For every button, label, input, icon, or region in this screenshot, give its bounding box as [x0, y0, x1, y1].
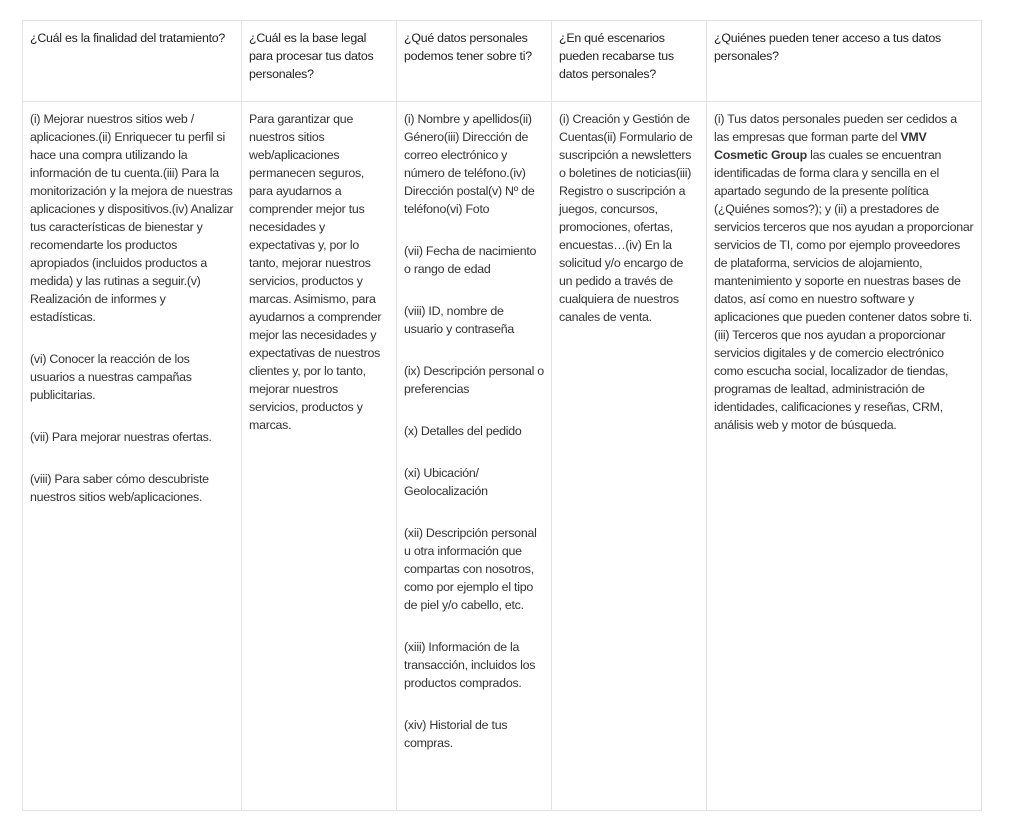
- finalidad-paragraph: (viii) Para saber cómo descubriste nuestros sitios web/aplicaciones.: [30, 472, 209, 504]
- table-row: [23, 102, 982, 811]
- header-base-legal: ¿Cuál es la base legal para procesar tus datos personales?: [242, 21, 397, 102]
- datos-paragraph: (xiii) Información de la transacción, incluidos los productos comprados.: [404, 640, 536, 690]
- acceso-paragraph: [714, 110, 974, 434]
- header-escenarios: ¿En qué escenarios pueden recabarse tus datos personales?: [552, 21, 707, 102]
- datos-paragraph: (vii) Fecha de nacimiento o rango de edad: [404, 244, 537, 276]
- datos-paragraph: (viii) ID, nombre de usuario y contraseña: [404, 304, 515, 336]
- datos-paragraph: (i) Nombre y apellidos(ii) Género(iii) Dirección de correo electrónico y número de teléfono.(iv) Dirección postal(v) Nº de teléfono(vi) Foto: [404, 112, 535, 216]
- cell-base-legal: [242, 102, 397, 811]
- acceso-text-after: las cuales se encuentran identificadas de forma clara y sencilla en el apartado segundo de la presente política (¿Quiénes somos?); y (ii) a prestadores de servicios terceros que nos ayudan a proporcionar servicios de TI, como por ejemplo proveedores de plataforma, servicios de alojamiento, mantenimiento y soporte en nuestras bases de datos, así como en nuestro software y aplicaciones que pueden contener datos sobre ti.(iii) Terceros que nos ayudan a proporcionar servicios digitales y de comercio electrónico como escucha social, localizador de tiendas, programas de lealtad, administración de identidades, calificaciones y reseñas, CRM, análisis web y motor de búsqueda.: [714, 148, 974, 432]
- header-acceso: ¿Quiénes pueden tener acceso a tus datos personales?: [707, 21, 982, 102]
- cell-acceso: [707, 102, 982, 811]
- datos-paragraph: (xii) Descripción personal u otra información que compartas con nosotros, como por ejemplo el tipo de piel y/o cabello, etc.: [404, 526, 537, 612]
- datos-paragraph: (xiv) Historial de tus compras.: [404, 718, 508, 750]
- privacy-table: [22, 20, 982, 811]
- finalidad-paragraph: (vi) Conocer la reacción de los usuarios a nuestras campañas publicitarias.: [30, 352, 192, 402]
- base-legal-paragraph: Para garantizar que nuestros sitios web/aplicaciones permanecen seguros, para ayudarnos a comprender mejor tus necesidades y expectativas y, por lo tanto, mejorar nuestros servicios, productos y marcas. Asimismo, para ayudarnos a comprender mejor las necesidades y expectativas de nuestros clientes y, por lo tanto, mejorar nuestros servicios, productos y marcas.: [249, 112, 382, 432]
- datos-paragraph: (xi) Ubicación/ Geolocalización: [404, 466, 488, 498]
- brand-name: VMV Cosmetic Group: [714, 130, 927, 162]
- header-finalidad: ¿Cuál es la finalidad del tratamiento?: [23, 21, 242, 102]
- datos-paragraph: (x) Detalles del pedido: [404, 424, 522, 438]
- cell-datos: [397, 102, 552, 811]
- finalidad-paragraph: (i) Mejorar nuestros sitios web / aplicaciones.(ii) Enriquecer tu perfil si hace una compra utilizando la información de tu cuenta.(iii) Para la monitorización y la mejora de nuestras aplicaciones y dispositivos.(iv) Analizar tus características de bienestar y recomendarte los productos apropiados (incluidos productos a medida) y las rutinas a seguir.(v) Realización de informes y estadísticas.: [30, 112, 234, 324]
- cell-escenarios: [552, 102, 707, 811]
- table-header-row: [23, 21, 982, 102]
- cell-finalidad: [23, 102, 242, 811]
- header-datos: ¿Qué datos personales podemos tener sobre ti?: [397, 21, 552, 102]
- escenarios-paragraph: (i) Creación y Gestión de Cuentas(ii) Formulario de suscripción a newsletters o boletines de noticias(iii) Registro o suscripción a juegos, concursos, promociones, ofertas, encuestas…(iv) En la solicitud y/o encargo de un pedido a través de cualquiera de nuestros canales de venta.: [559, 112, 693, 324]
- acceso-text-before: (i) Tus datos personales pueden ser cedidos a las empresas que forman parte del: [714, 112, 957, 144]
- datos-paragraph: (ix) Descripción personal o preferencias: [404, 364, 544, 396]
- finalidad-paragraph: (vii) Para mejorar nuestras ofertas.: [30, 430, 212, 444]
